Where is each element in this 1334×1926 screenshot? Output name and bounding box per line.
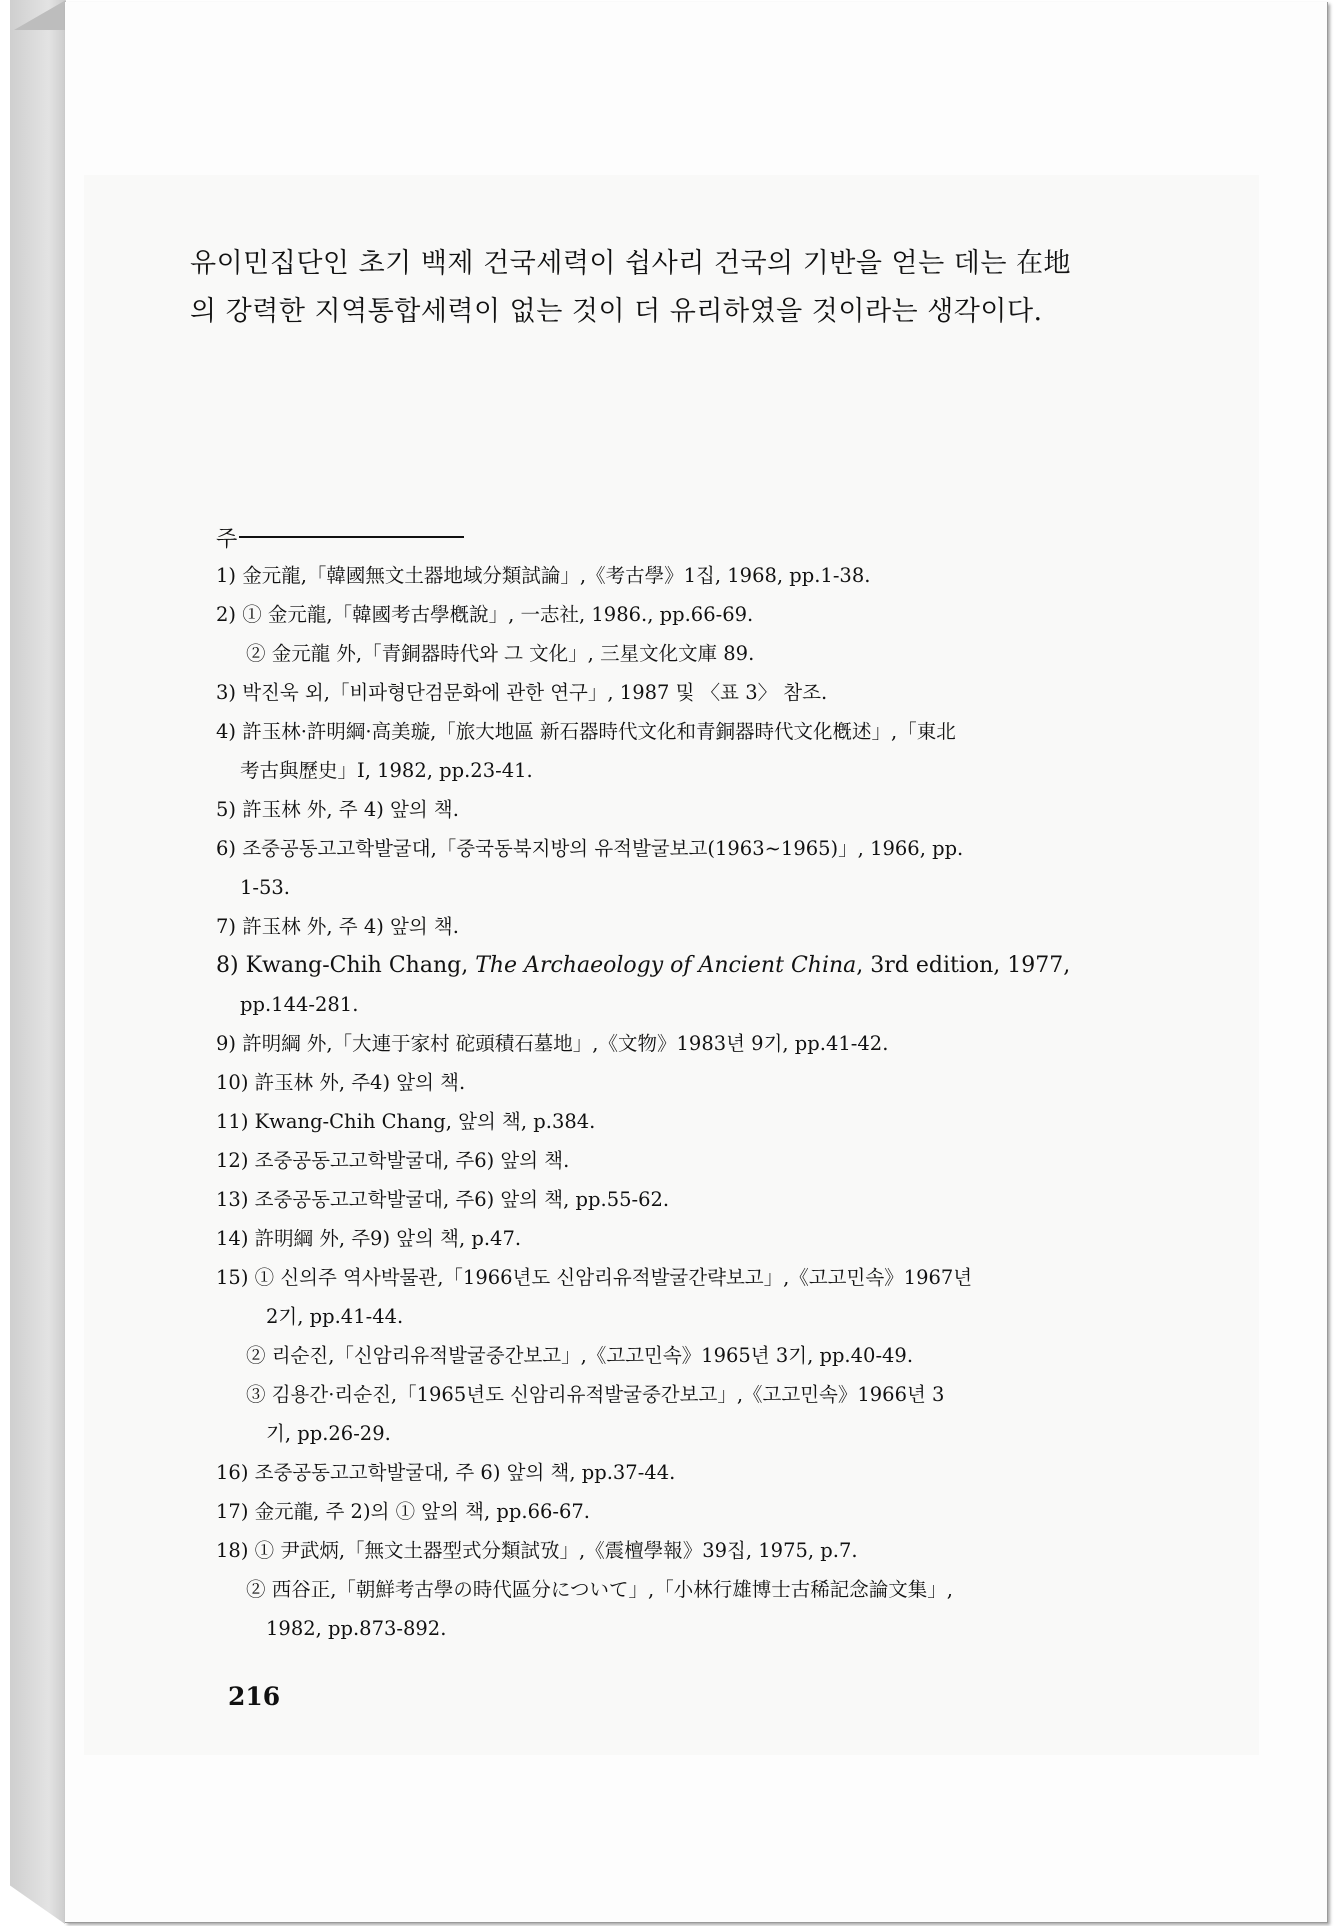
note-18: 18) ① 尹武炳,「無文土器型式分類試攷」,《震檀學報》39집, 1975, p.7.	[216, 1539, 858, 1562]
note-2-sub: ② 金元龍 外,「青銅器時代와 그 文化」, 三星文化文庫 89.	[246, 642, 755, 665]
note-4-cont: 考古與歷史」Ⅰ, 1982, pp.23-41.	[240, 759, 533, 782]
note-18-sub-2: ② 西谷正,「朝鮮考古學の時代區分について」,「小林行雄博士古稀記念論文集」,	[246, 1578, 953, 1601]
note-8-cont: pp.144-281.	[240, 993, 359, 1016]
body-paragraph	[190, 240, 1190, 336]
note-6-cont: 1-53.	[240, 876, 291, 899]
note-14: 14) 許明綱 外, 주9) 앞의 책, p.47.	[216, 1227, 522, 1250]
note-18-sub-2-cont: 1982, pp.873-892.	[266, 1617, 447, 1640]
note-1: 1) 金元龍,「韓國無文土器地域分類試論」,《考古學》1집, 1968, pp.1-38.	[216, 564, 871, 587]
body-line: 의 강력한 지역통합세력이 없는 것이 더 유리하였을 것이라는 생각이다.	[190, 296, 1043, 327]
note-4: 4) 許玉林·許明綱·高美璇,「旅大地區 新石器時代文化和青銅器時代文化槪述」,「東北	[216, 720, 956, 743]
note-8-prefix: 8) Kwang-Chih Chang,	[216, 953, 476, 978]
note-15-sub-3-cont: 기, pp.26-29.	[266, 1422, 391, 1445]
notes-heading	[216, 520, 1196, 554]
note-15: 15) ① 신의주 역사박물관,「1966년도 신암리유적발굴간략보고」,《고고민속》1967년	[216, 1266, 973, 1289]
note-15-sub-3: ③ 김용간·리순진,「1965년도 신암리유적발굴중간보고」,《고고민속》1966년 3	[246, 1383, 945, 1406]
note-9: 9) 許明綱 外,「大連于家村 砣頭積石墓地」,《文物》1983년 9기, pp.41-42.	[216, 1032, 889, 1055]
note-3: 3) 박진욱 외,「비파형단검문화에 관한 연구」, 1987 및 〈표 3〉 참조.	[216, 681, 828, 704]
note-12: 12) 조중공동고고학발굴대, 주6) 앞의 책.	[216, 1149, 570, 1172]
note-11: 11) Kwang-Chih Chang, 앞의 책, p.384.	[216, 1110, 596, 1133]
note-17: 17) 金元龍, 주 2)의 ① 앞의 책, pp.66-67.	[216, 1500, 590, 1523]
note-13: 13) 조중공동고고학발굴대, 주6) 앞의 책, pp.55-62.	[216, 1188, 670, 1211]
body-line: 유이민집단인 초기 백제 건국세력이 쉽사리 건국의 기반을 얻는 데는 在地	[190, 248, 1072, 279]
note-15-cont: 2기, pp.41-44.	[266, 1305, 404, 1328]
note-15-sub-2: ② 리순진,「신암리유적발굴중간보고」,《고고민속》1965년 3기, pp.40-49.	[246, 1344, 914, 1367]
page-number: 216	[228, 1682, 281, 1711]
footnotes	[216, 520, 1196, 1648]
note-6: 6) 조중공동고고학발굴대,「중국동북지방의 유적발굴보고(1963∼1965)」, 1966, pp.	[216, 837, 964, 860]
note-8	[216, 946, 1196, 985]
notes-heading-label: 주	[216, 526, 238, 552]
note-10: 10) 許玉林 外, 주4) 앞의 책.	[216, 1071, 466, 1094]
book-spine	[10, 0, 65, 1924]
notes-heading-rule	[239, 536, 464, 538]
note-8-book-title: The Archaeology of Ancient China	[475, 953, 857, 978]
note-8-suffix: , 3rd edition, 1977,	[856, 953, 1071, 978]
note-2: 2) ① 金元龍,「韓國考古學槪說」, 一志社, 1986., pp.66-69.	[216, 603, 754, 626]
note-16: 16) 조중공동고고학발굴대, 주 6) 앞의 책, pp.37-44.	[216, 1461, 676, 1484]
note-5: 5) 許玉林 外, 주 4) 앞의 책.	[216, 798, 459, 821]
note-7: 7) 許玉林 外, 주 4) 앞의 책.	[216, 915, 459, 938]
